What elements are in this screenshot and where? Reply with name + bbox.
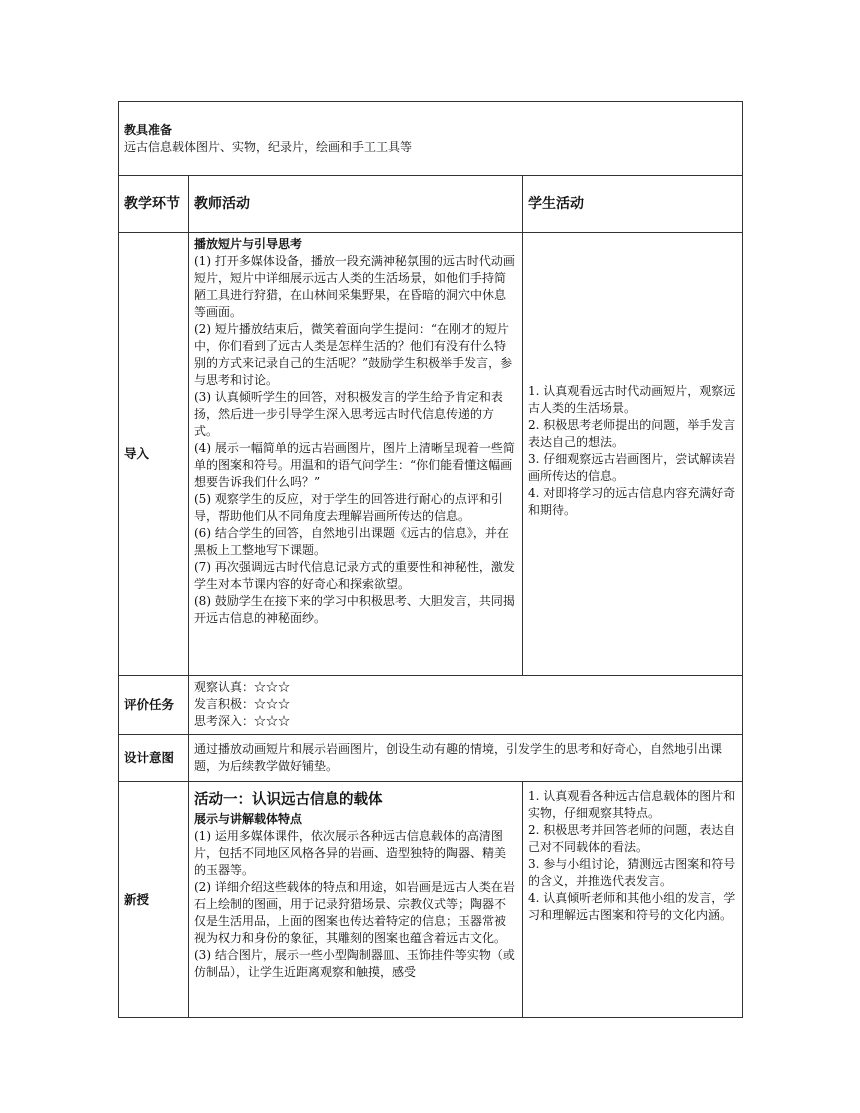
new-teacher-item: (1) 运用多媒体课件，依次展示各种远古信息载体的高清图片，包括不同地区风格各异的岩画、造型独特的陶器、精美的玉器等。 <box>194 829 507 877</box>
new-row <box>119 782 743 1018</box>
new-student-item: 4. 认真倾听老师和其他小组的发言，学习和理解远古图案和符号的文化内涵。 <box>528 891 736 922</box>
new-student-item: 3. 参与小组讨论，猜测远古图案和符号的含义，并推选代表发言。 <box>528 857 736 888</box>
intro-teacher-item: (2) 短片播放结束后，微笑着面向学生提问：“在刚才的短片中，你们看到了远古人类是怎样生活的？他们有没有什么特别的方式来记录自己的生活呢？”鼓励学生积极举手发言，参与思考和讨论。 <box>194 322 513 387</box>
materials-row <box>119 102 743 176</box>
header-stage: 教学环节 <box>119 176 189 233</box>
design-text: 通过播放动画短片和展示岩画图片，创设生动有趣的情境，引发学生的思考和好奇心，自然地引出课题，为后续教学做好铺垫。 <box>194 742 723 773</box>
new-teacher-item: (2) 详细介绍这些载体的特点和用途，如岩画是远古人类在岩石上绘制的图画，用于记录狩猎场景、宗教仪式等；陶器不仅是生活用品，上面的图案也传达着特定的信息；玉器常被视为权力和身份的象征，其雕刻的图案也蕴含着远古文化。 <box>194 880 515 945</box>
intro-student-item: 3. 仔细观察远古岩画图片，尝试解读岩画所传达的信息。 <box>528 452 736 483</box>
evaluation-stage: 评价任务 <box>119 676 189 735</box>
intro-student-item: 2. 积极思考老师提出的问题，举手发言表达自己的想法。 <box>528 418 736 449</box>
evaluation-item: 观察认真：☆☆☆ <box>194 680 291 694</box>
intro-title: 播放短片与引导思考 <box>194 237 303 251</box>
new-sub-title: 展示与讲解载体特点 <box>194 812 303 826</box>
design-cell <box>189 735 743 782</box>
materials-cell <box>119 102 743 176</box>
intro-teacher-item: (8) 鼓励学生在接下来的学习中积极思考、大胆发言，共同揭开远古信息的神秘面纱。 <box>194 594 515 625</box>
materials-heading: 教具准备 <box>124 123 173 137</box>
intro-stage: 导入 <box>119 233 189 676</box>
lesson-plan-page <box>118 101 742 1018</box>
header-teacher: 教师活动 <box>189 176 523 233</box>
evaluation-cell <box>189 676 743 735</box>
intro-teacher-cell <box>189 233 523 676</box>
new-student-item: 2. 积极思考并回答老师的问题，表达自己对不同载体的看法。 <box>528 823 736 854</box>
intro-student-cell <box>523 233 743 676</box>
intro-teacher-item: (6) 结合学生的回答，自然地引出课题《远古的信息》，并在黑板上工整地写下课题。 <box>194 526 509 557</box>
header-student: 学生活动 <box>523 176 743 233</box>
intro-student-item: 1. 认真观看远古时代动画短片，观察远古人类的生活场景。 <box>528 384 736 415</box>
header-row <box>119 176 743 233</box>
new-teacher-content <box>194 785 517 1017</box>
design-row <box>119 735 743 782</box>
intro-row <box>119 233 743 676</box>
new-student-cell <box>523 782 743 1018</box>
intro-teacher-item: (1) 打开多媒体设备，播放一段充满神秘氛围的远古时代动画短片，短片中详细展示远古人类的生活场景，如他们手持简陋工具进行狩猎，在山林间采集野果，在昏暗的洞穴中休息等画面。 <box>194 254 515 319</box>
new-stage: 新授 <box>119 782 189 1018</box>
evaluation-item: 思考深入：☆☆☆ <box>194 714 291 728</box>
intro-teacher-item: (7) 再次强调远古时代信息记录方式的重要性和神秘性，激发学生对本节课内容的好奇心和探索欲望。 <box>194 560 515 591</box>
new-student-item: 1. 认真观看各种远古信息载体的图片和实物，仔细观察其特点。 <box>528 789 736 820</box>
intro-teacher-item: (4) 展示一幅简单的远古岩画图片，图片上清晰呈现着一些简单的图案和符号。用温和的语气问学生：“你们能看懂这幅画想要告诉我们什么吗？” <box>194 441 515 489</box>
lesson-plan-table <box>118 101 743 1018</box>
evaluation-row <box>119 676 743 735</box>
new-section-title: 活动一：认识远古信息的载体 <box>194 792 383 808</box>
design-stage: 设计意图 <box>119 735 189 782</box>
new-teacher-cell <box>189 782 523 1018</box>
evaluation-item: 发言积极：☆☆☆ <box>194 697 291 711</box>
new-teacher-item: (3) 结合图片，展示一些小型陶制器皿、玉饰挂件等实物（或仿制品），让学生近距离观察和触摸，感受 <box>194 948 515 979</box>
intro-teacher-item: (3) 认真倾听学生的回答，对积极发言的学生给予肯定和表扬，然后进一步引导学生深入思考远古时代信息传递的方式。 <box>194 390 503 438</box>
materials-text: 远古信息载体图片、实物，纪录片，绘画和手工工具等 <box>124 140 413 154</box>
intro-teacher-item: (5) 观察学生的反应，对于学生的回答进行耐心的点评和引导，帮助他们从不同角度去理解岩画所传达的信息。 <box>194 492 503 523</box>
intro-student-item: 4. 对即将学习的远古信息内容充满好奇和期待。 <box>528 486 736 517</box>
